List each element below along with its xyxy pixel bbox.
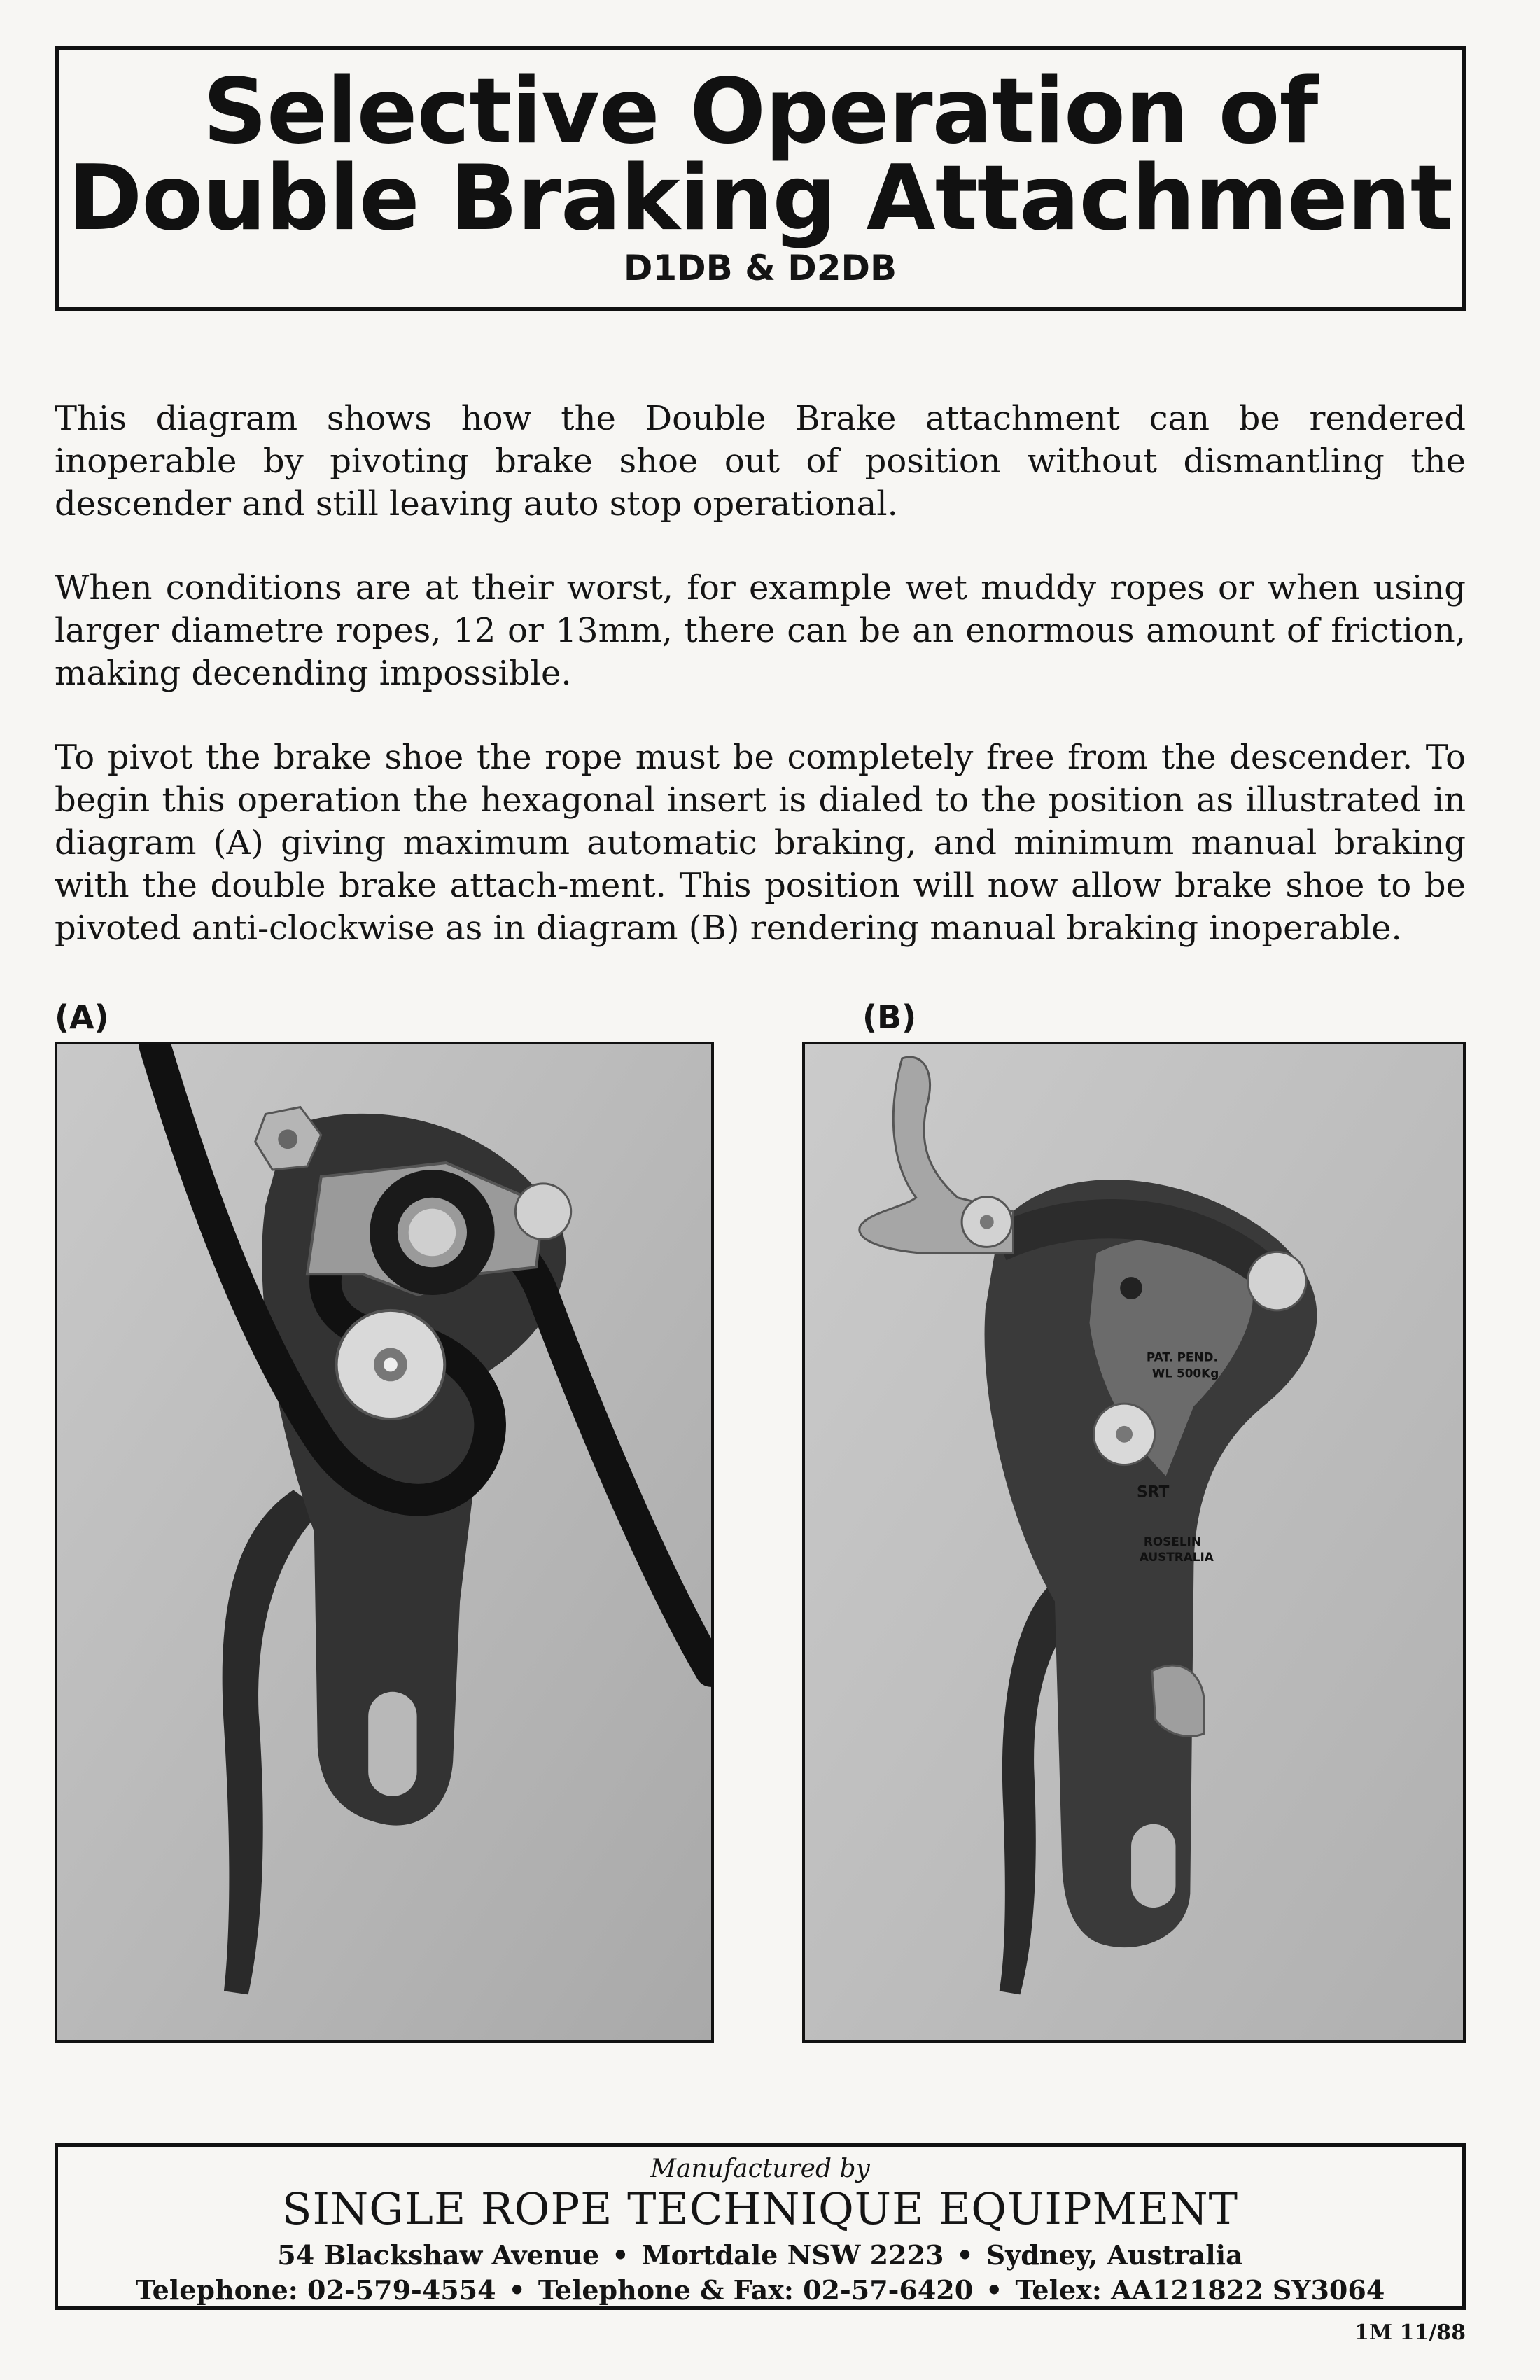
engraving-text: AUSTRALIA	[1139, 1549, 1214, 1564]
figure-a-label: (A)	[55, 998, 109, 1036]
descender-with-rope-illustration	[57, 1044, 711, 2040]
bullet-separator: •	[612, 2239, 629, 2271]
company-contact	[58, 2274, 1462, 2306]
telex: Telex: AA121822 SY3064	[1015, 2274, 1385, 2306]
descender-brake-pivoted-illustration	[805, 1044, 1463, 2040]
company-address	[58, 2239, 1462, 2271]
telephone-fax: Telephone & Fax: 02-57-6420	[538, 2274, 974, 2306]
engraving-text: PAT. PEND.	[1146, 1350, 1218, 1364]
figure-a-photo	[55, 1042, 714, 2043]
engraving-text: WL 500Kg	[1152, 1366, 1219, 1380]
address-suburb: Mortdale NSW 2223	[641, 2239, 944, 2271]
engraving-text: SRT	[1136, 1483, 1170, 1502]
paragraph-conditions: When conditions are at their worst, for example wet muddy ropes or when using larger diametre ropes, 12 or 13mm, there can be an enormous amount of friction, making decending impossible.	[55, 568, 1466, 693]
document-code: 1M 11/88	[1354, 2320, 1466, 2345]
figure-b-label: (B)	[862, 998, 917, 1036]
manufacturer-box	[55, 2143, 1466, 2310]
engraving-text: ROSELIN	[1143, 1534, 1201, 1548]
bullet-separator: •	[986, 2274, 1003, 2306]
model-numbers: D1DB & D2DB	[623, 248, 897, 288]
title-line-1: Selective Operation of	[202, 59, 1318, 164]
figure-b-photo	[802, 1042, 1466, 2043]
address-street: 54 Blackshaw Avenue	[277, 2239, 600, 2271]
telephone: Telephone: 02-579-4554	[135, 2274, 496, 2306]
title-box	[55, 46, 1466, 311]
manufactured-by-label: Manufactured by	[650, 2155, 870, 2183]
title-line-2: Double Braking Attachment	[68, 146, 1452, 251]
address-city: Sydney, Australia	[986, 2239, 1243, 2271]
paragraph-intro: This diagram shows how the Double Brake attachment can be rendered inoperable by pivoting brake shoe out of position without dismantling the descender and still leaving auto stop operational.	[55, 399, 1466, 524]
bullet-separator: •	[956, 2239, 974, 2271]
paragraph-procedure: To pivot the brake shoe the rope must be completely free from the descender. To begin this operation the hexagonal insert is dialed to the position as illustrated in diagram (A) giving maximum automatic braking, and minimum manual braking with the double brake attach-ment. This position will now allow brake shoe to be pivoted anti-clockwise as in diagram (B) rendering manual braking inoperable.	[55, 738, 1466, 948]
company-name: SINGLE ROPE TECHNIQUE EQUIPMENT	[282, 2183, 1238, 2234]
bullet-separator: •	[508, 2274, 526, 2306]
